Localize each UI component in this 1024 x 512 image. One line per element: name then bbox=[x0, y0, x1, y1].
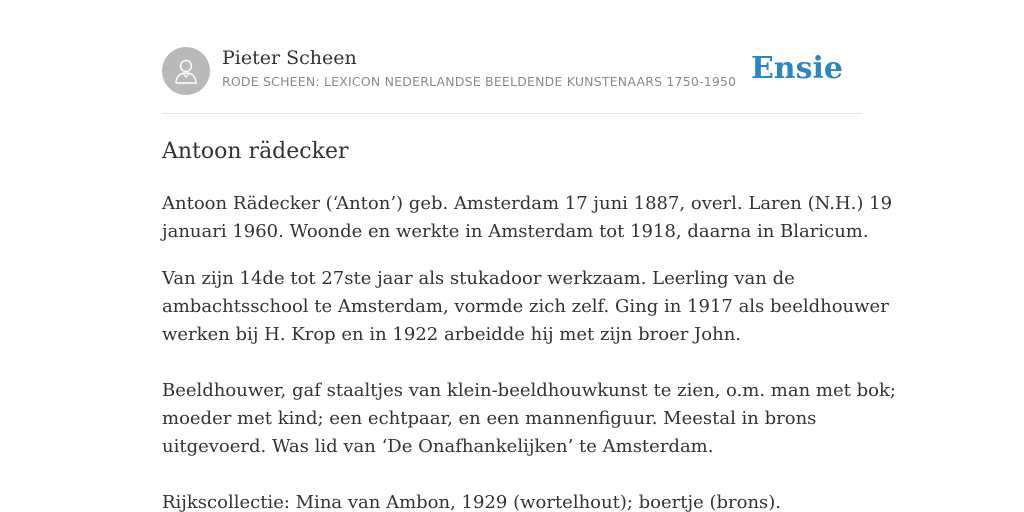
source-name[interactable]: RODE SCHEEN: LEXICON NEDERLANDSE BEELDENDE KUNSTENAARS 1750-1950 bbox=[222, 74, 737, 89]
author-avatar[interactable] bbox=[162, 47, 210, 95]
paragraph bbox=[162, 265, 889, 349]
article-body bbox=[162, 190, 896, 512]
author-name[interactable]: Pieter Scheen bbox=[222, 47, 357, 69]
paragraph-line: ambachtsschool te Amsterdam, vormde zich zelf. Ging in 1917 als beeldhouwer bbox=[162, 296, 889, 317]
user-silhouette-icon bbox=[173, 57, 199, 85]
paragraph-line: Van zijn 14de tot 27ste jaar als stukadoor werkzaam. Leerling van de bbox=[162, 268, 795, 289]
paragraph-line: Antoon Rädecker (‘Anton’) geb. Amsterdam 17 juni 1887, overl. Laren (N.H.) 19 bbox=[162, 193, 893, 214]
paragraph-line: moeder met kind; een echtpaar, en een mannenfiguur. Meestal in brons bbox=[162, 408, 817, 429]
paragraph-line: januari 1960. Woonde en werkte in Amsterdam tot 1918, daarna in Blaricum. bbox=[162, 221, 869, 242]
paragraph-gap bbox=[162, 349, 882, 377]
paragraph-line: Beeldhouwer, gaf staaltjes van klein-beeldhouwkunst te zien, o.m. man met bok; bbox=[162, 380, 896, 401]
paragraph bbox=[162, 190, 893, 246]
paragraph bbox=[162, 377, 896, 461]
paragraph-line: uitgevoerd. Was lid van ‘De Onafhankelijken’ te Amsterdam. bbox=[162, 436, 714, 457]
paragraph-line: Rijkscollectie: Mina van Ambon, 1929 (wortelhout); boertje (brons). bbox=[162, 492, 782, 512]
paragraph-gap bbox=[162, 461, 882, 489]
header-divider bbox=[162, 113, 862, 114]
paragraph-line: werken bij H. Krop en in 1922 arbeidde hij met zijn broer John. bbox=[162, 324, 742, 345]
paragraph-gap bbox=[162, 246, 882, 265]
article-title: Antoon rädecker bbox=[162, 139, 349, 164]
ensie-logo[interactable]: Ensie bbox=[750, 51, 843, 86]
article-header bbox=[162, 46, 862, 96]
paragraph bbox=[162, 489, 882, 512]
